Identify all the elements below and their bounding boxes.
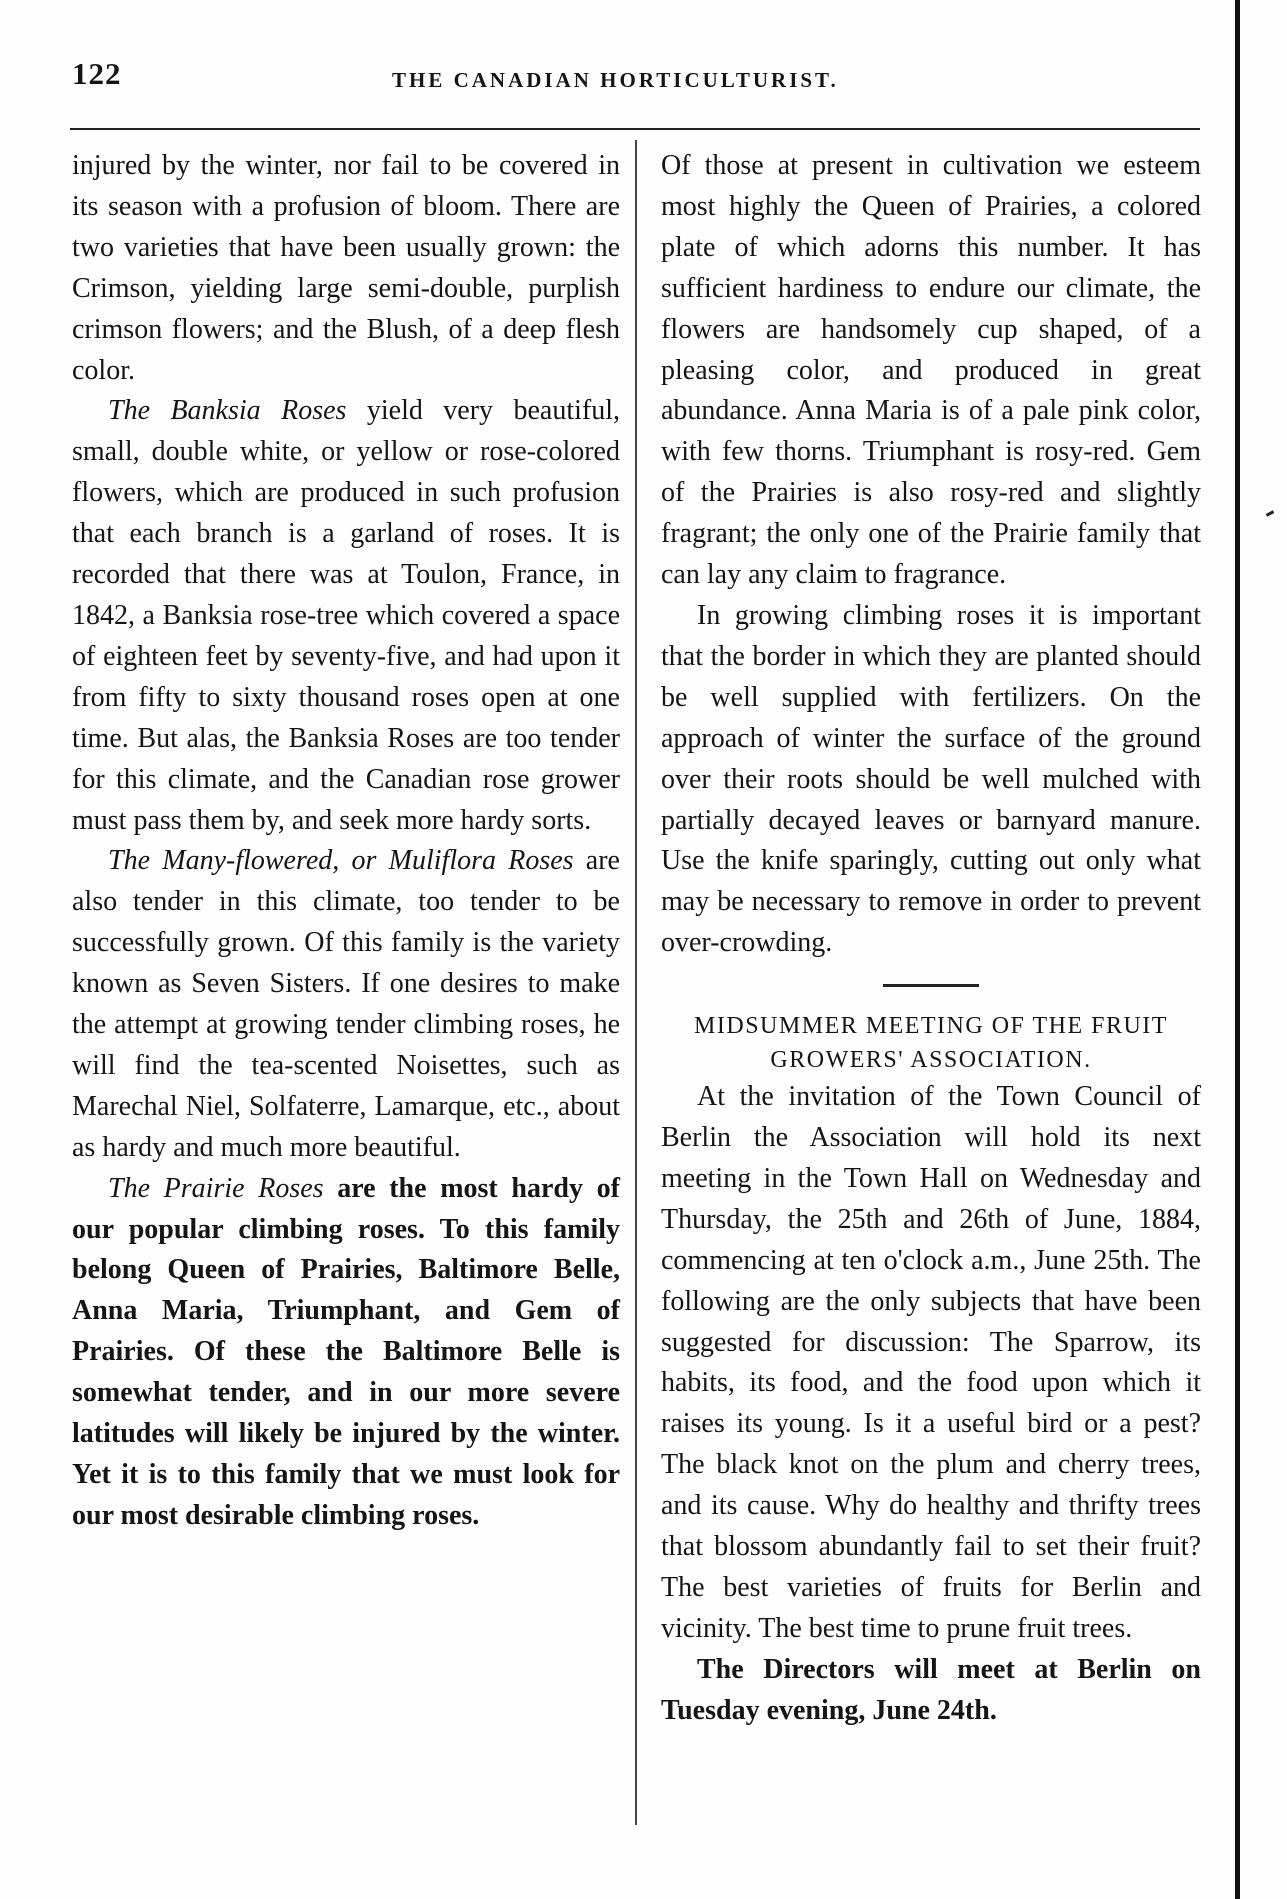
right-paragraph-1: Of those at present in cultivation we esteem most highly the Queen of Prairies, a colored plate of which adorns this number. It has sufficient hardiness to endure our climate, the flowers are handsomely cup shaped, of a pleasing color, and produced in great abundance. Anna Maria is of a pale pink color, with few thorns. Triumphant is rosy-red. Gem of the Prairies is also rosy-red and slightly fragrant; the only one of the Prairie family that can lay any claim to fragrance.	[661, 150, 1201, 591]
section-rule	[883, 984, 979, 987]
left-paragraph-2-text: yield very beautiful, small, double white, or yellow or rose-colored flowers, which are produced in such profusion that each branch is a garland of roses. It is recorded that there was at Toulon, France, in 1842, a Banksia rose-tree which covered a space of eighteen feet by seventy-five, and had upon it from fifty to sixty thousand roses open at one time. But alas, the Banksia Roses are too tender for this climate, and the Canadian rose grower must pass them by, and seek more hardy sorts.	[72, 395, 620, 836]
page-number: 122	[72, 56, 122, 91]
left-paragraph-1: injured by the winter, nor fail to be covered in its season with a profusion of bloom. There are two varieties that have been usually grown: the Crimson, yielding large semi-double, purplish crimson flowers; and the Blush, of a deep flesh color.	[72, 150, 620, 386]
right-paragraph-2: In growing climbing roses it is important that the border in which they are planted should be well supplied with fertilizers. On the approach of winter the surface of the ground over their roots should be well mulched with partially decayed leaves or barnyard manure. Use the knife sparingly, cutting out only what may be necessary to remove in order to prevent over-crowding.	[661, 599, 1201, 959]
multiflora-roses-heading: The Many-flowered, or Muliflora Roses	[108, 845, 574, 877]
page-header	[72, 52, 1202, 112]
page-edge-border	[1235, 0, 1240, 1899]
left-column	[72, 146, 620, 1537]
left-paragraph-2	[72, 391, 620, 841]
left-paragraph-4-text: are the most hardy of our popular climbing roses. To this family belong Queen of Prairies, Baltimore Belle, Anna Maria, Triumphant, and Gem of Prairies. Of these the Baltimore Belle is somewhat tender, and in our more severe latitudes will likely be injured by the winter. Yet it is to this family that we must look for our most desirable climbing roses.	[72, 1172, 620, 1531]
left-paragraph-3	[72, 841, 620, 1168]
right-column	[661, 146, 1201, 1732]
left-paragraph-4	[72, 1169, 620, 1537]
right-paragraph-4: The Directors will meet at Berlin on Tuesday evening, June 24th.	[661, 1653, 1201, 1726]
header-rule	[70, 128, 1200, 130]
column-divider	[635, 140, 637, 1825]
right-paragraph-3: At the invitation of the Town Council of Berlin the Association will hold its next meeting in the Town Hall on Wednesday and Thursday, the 25th and 26th of June, 1884, commencing at ten o'clock a.m., June 25th. The following are the only subjects that have been suggested for discussion: The Sparrow, its habits, its food, and the food upon which it raises its young. Is it a useful bird or a pest? The black knot on the plum and cherry trees, and its cause. Why do healthy and thrifty trees that blossom abundantly fail to set their fruit? The best varieties of fruits for Berlin and vicinity. The best time to prune fruit trees.	[661, 1081, 1201, 1644]
banksia-roses-heading: The Banksia Roses	[108, 395, 347, 427]
section-heading: MIDSUMMER MEETING OF THE FRUIT GROWERS' ASSOCIATION.	[694, 1013, 1168, 1074]
margin-mark	[1266, 510, 1274, 516]
running-title: THE CANADIAN HORTICULTURIST.	[392, 68, 839, 92]
prairie-roses-heading: The Prairie Roses	[108, 1172, 324, 1204]
left-paragraph-3-text: are also tender in this climate, too tender to be successfully grown. Of this family is the variety known as Seven Sisters. If one desires to make the attempt at growing tender climbing roses, he will find the tea-scented Noisettes, such as Marechal Niel, Solfaterre, Lamarque, etc., about as hardy and much more beautiful.	[72, 845, 620, 1163]
